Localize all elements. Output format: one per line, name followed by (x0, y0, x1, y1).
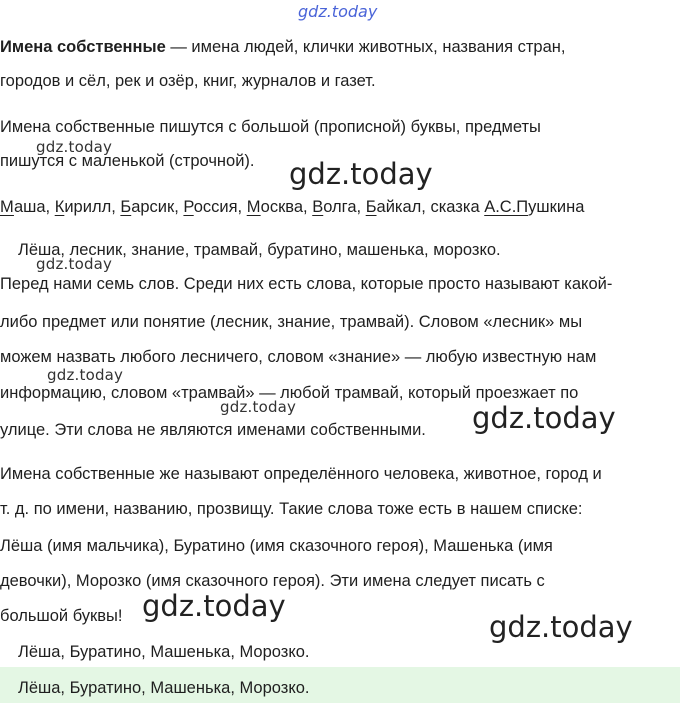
definition-term: Имена собственные (0, 38, 166, 56)
task-line: Лёша, лесник, знание, трамвай, буратино, машенька, морозко. (18, 241, 501, 259)
definition-text-1: — имена людей, клички животных, названия стран, (165, 38, 566, 56)
rule-line-2: пишутся с маленькой (строчной). (0, 152, 255, 170)
paragraph1-line: либо предмет или понятие (лесник, знание, трамвай). Словом «лесник» мы (0, 313, 583, 331)
answer-text: Лёша, Буратино, Машенька, Морозко. (18, 679, 310, 697)
definition-line-2: городов и сёл, рек и озёр, книг, журналов и газет. (0, 72, 376, 90)
paragraph2-line: Лёша (имя мальчика), Буратино (имя сказочного героя), Машенька (имя (0, 537, 553, 555)
examples-line: Маша, Кирилл, Барсик, Россия, Москва, Волга, Байкал, сказка А.С.Пушкина (0, 198, 585, 216)
watermark: gdz.today (142, 589, 286, 623)
watermark: gdz.today (47, 366, 124, 384)
names-line: Лёша, Буратино, Машенька, Морозко. (18, 643, 310, 661)
watermark: gdz.today (36, 138, 113, 156)
example-word: Волга (312, 198, 357, 216)
paragraph2-line: т. д. по имени, названию, прозвищу. Такие слова тоже есть в нашем списке: (0, 500, 583, 518)
paragraph2-line: большой буквы! (0, 607, 123, 625)
example-word: Россия (183, 198, 238, 216)
paragraph1-line: можем назвать любого лесничего, словом «знание» — любую известную нам (0, 348, 597, 366)
paragraph2-line: девочки), Морозко (имя сказочного героя). Эти имена следует писать с (0, 572, 545, 590)
watermark-top: gdz.today (298, 2, 378, 21)
example-tail-word: сказка (430, 198, 480, 216)
example-word: Кирилл (54, 198, 112, 216)
example-word: Москва (246, 198, 304, 216)
watermark: gdz.today (489, 610, 633, 644)
watermark: gdz.today (220, 398, 297, 416)
watermark: gdz.today (472, 401, 616, 435)
definition-line-1 (0, 36, 565, 58)
paragraph1-line: улице. Эти слова не являются именами собственными. (0, 421, 426, 439)
example-word: Барсик (120, 198, 175, 216)
rule-line-1: Имена собственные пишутся с большой (прописной) буквы, предметы (0, 118, 541, 136)
paragraph2-line: Имена собственные же называют определённого человека, животное, город и (0, 465, 602, 483)
example-pushkin: А.С.Пушкина (484, 198, 585, 216)
watermark: gdz.today (289, 157, 433, 191)
example-word: Байкал (365, 198, 422, 216)
paragraph1-line: Перед нами семь слов. Среди них есть слова, которые просто называют какой- (0, 275, 613, 293)
paragraph1-line: информацию, словом «трамвай» — любой трамвай, который проезжает по (0, 384, 579, 402)
watermark: gdz.today (36, 255, 113, 273)
example-word: Маша (0, 198, 46, 216)
